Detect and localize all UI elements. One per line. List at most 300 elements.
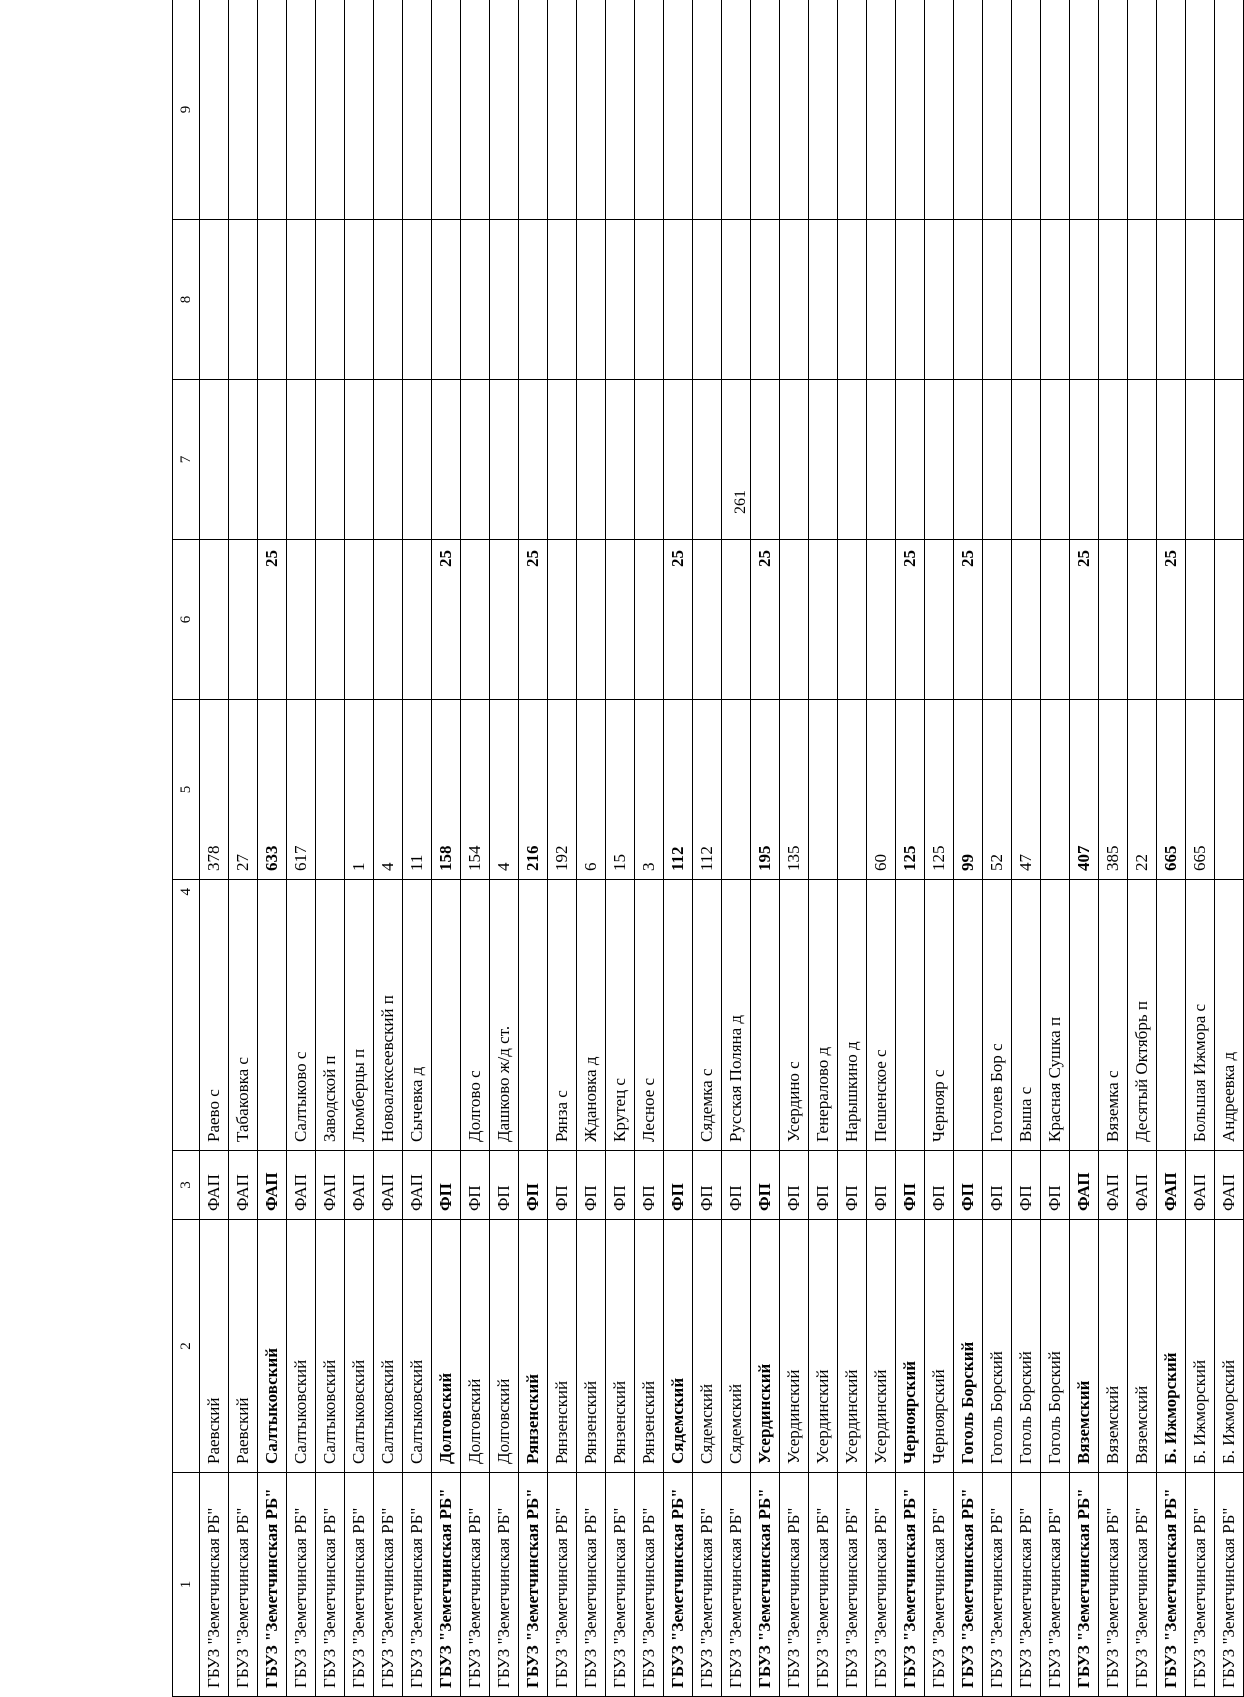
value-cell	[316, 540, 345, 700]
table-row	[896, 0, 925, 1697]
population-cell: 407	[1070, 700, 1099, 880]
col8-cell	[1012, 220, 1041, 380]
col9-cell	[867, 0, 896, 220]
col7-cell	[1012, 380, 1041, 540]
population-cell: 378	[200, 700, 229, 880]
value-cell	[925, 540, 954, 700]
unit-cell: Гоголь Борский	[1012, 1220, 1041, 1473]
header-cell: 2	[173, 1220, 200, 1473]
unit-cell: Усердинский	[809, 1220, 838, 1473]
col8-cell	[490, 220, 519, 380]
institution-cell: ГБУЗ "Земетчинская РБ"	[635, 1473, 664, 1697]
institution-cell: ГБУЗ "Земетчинская РБ"	[606, 1473, 635, 1697]
col8-cell	[200, 220, 229, 380]
col8-cell	[1128, 220, 1157, 380]
data-table	[172, 0, 1244, 1697]
col8-cell	[316, 220, 345, 380]
col7-cell	[925, 380, 954, 540]
table-row	[1215, 0, 1244, 1697]
type-cell: ФП	[722, 1151, 751, 1220]
col9-cell	[722, 0, 751, 220]
header-cell: 5	[173, 700, 200, 880]
col9-cell	[577, 0, 606, 220]
unit-cell: Долговский	[490, 1220, 519, 1473]
institution-cell: ГБУЗ "Земетчинская РБ"	[1186, 1473, 1215, 1697]
institution-cell: ГБУЗ "Земетчинская РБ"	[664, 1473, 693, 1697]
unit-cell: Рянзенский	[635, 1220, 664, 1473]
col8-cell	[606, 220, 635, 380]
col7-cell	[606, 380, 635, 540]
population-cell: 11	[403, 700, 432, 880]
table-row	[229, 0, 258, 1697]
settlement-cell	[1070, 880, 1099, 1151]
col7-cell	[1128, 380, 1157, 540]
institution-cell: ГБУЗ "Земетчинская РБ"	[316, 1473, 345, 1697]
col7-cell	[1157, 380, 1186, 540]
unit-cell: Б. Ижморский	[1157, 1220, 1186, 1473]
value-cell: 25	[519, 540, 548, 700]
value-cell	[403, 540, 432, 700]
population-cell: 125	[925, 700, 954, 880]
col7-cell	[664, 380, 693, 540]
col9-cell	[606, 0, 635, 220]
col8-cell	[1070, 220, 1099, 380]
type-cell: ФАП	[1070, 1151, 1099, 1220]
value-cell	[635, 540, 664, 700]
table-row	[954, 0, 983, 1697]
type-cell: ФП	[1012, 1151, 1041, 1220]
institution-cell: ГБУЗ "Земетчинская РБ"	[722, 1473, 751, 1697]
type-cell: ФАП	[287, 1151, 316, 1220]
table-row	[664, 0, 693, 1697]
col7-cell	[635, 380, 664, 540]
settlement-cell: Рянза с	[548, 880, 577, 1151]
col7-cell	[1070, 380, 1099, 540]
table-row	[432, 0, 461, 1697]
unit-cell: Черноярский	[925, 1220, 954, 1473]
col9-cell	[809, 0, 838, 220]
col9-cell	[548, 0, 577, 220]
col8-cell	[1215, 220, 1244, 380]
col9-cell	[925, 0, 954, 220]
col8-cell	[548, 220, 577, 380]
settlement-cell	[896, 880, 925, 1151]
type-cell: ФП	[983, 1151, 1012, 1220]
settlement-cell: Долгово с	[461, 880, 490, 1151]
col7-cell	[693, 380, 722, 540]
type-cell: ФП	[519, 1151, 548, 1220]
col9-cell	[1070, 0, 1099, 220]
type-cell: ФАП	[316, 1151, 345, 1220]
value-cell	[693, 540, 722, 700]
type-cell: ФП	[635, 1151, 664, 1220]
settlement-cell: Салтыково с	[287, 880, 316, 1151]
population-cell: 192	[548, 700, 577, 880]
institution-cell: ГБУЗ "Земетчинская РБ"	[838, 1473, 867, 1697]
col9-cell	[896, 0, 925, 220]
population-cell: 99	[954, 700, 983, 880]
settlement-cell	[519, 880, 548, 1151]
col9-cell	[258, 0, 287, 220]
type-cell: ФАП	[229, 1151, 258, 1220]
type-cell: ФАП	[1099, 1151, 1128, 1220]
table-row	[983, 0, 1012, 1697]
table-row	[1070, 0, 1099, 1697]
type-cell: ФП	[780, 1151, 809, 1220]
settlement-cell: Табаковка с	[229, 880, 258, 1151]
value-cell	[867, 540, 896, 700]
institution-cell: ГБУЗ "Земетчинская РБ"	[867, 1473, 896, 1697]
value-cell	[1215, 540, 1244, 700]
population-cell: 3	[635, 700, 664, 880]
value-cell	[287, 540, 316, 700]
value-cell	[577, 540, 606, 700]
col9-cell	[983, 0, 1012, 220]
col8-cell	[461, 220, 490, 380]
col8-cell	[345, 220, 374, 380]
col7-cell	[519, 380, 548, 540]
col7-cell	[287, 380, 316, 540]
type-cell: ФАП	[1186, 1151, 1215, 1220]
table-row	[751, 0, 780, 1697]
col9-cell	[1186, 0, 1215, 220]
type-cell: ФАП	[258, 1151, 287, 1220]
settlement-cell: Андреевка д	[1215, 880, 1244, 1151]
col7-cell	[1186, 380, 1215, 540]
col7-cell	[461, 380, 490, 540]
table-row	[1186, 0, 1215, 1697]
col9-cell	[229, 0, 258, 220]
table-row	[461, 0, 490, 1697]
value-cell: 25	[751, 540, 780, 700]
col9-cell	[838, 0, 867, 220]
population-cell: 216	[519, 700, 548, 880]
population-cell: 52	[983, 700, 1012, 880]
col7-cell	[1041, 380, 1070, 540]
settlement-cell: Гоголев Бор с	[983, 880, 1012, 1151]
population-cell: 4	[490, 700, 519, 880]
settlement-cell: Генералово д	[809, 880, 838, 1151]
unit-cell: Гоголь Борский	[983, 1220, 1012, 1473]
type-cell: ФП	[548, 1151, 577, 1220]
unit-cell: Салтыковский	[258, 1220, 287, 1473]
unit-cell: Черноярский	[896, 1220, 925, 1473]
header-cell: 6	[173, 540, 200, 700]
col9-cell	[1099, 0, 1128, 220]
col8-cell	[809, 220, 838, 380]
institution-cell: ГБУЗ "Земетчинская РБ"	[925, 1473, 954, 1697]
population-cell	[722, 700, 751, 880]
institution-cell: ГБУЗ "Земетчинская РБ"	[432, 1473, 461, 1697]
header-row	[173, 0, 200, 1697]
type-cell: ФП	[432, 1151, 461, 1220]
col8-cell	[519, 220, 548, 380]
table-row	[809, 0, 838, 1697]
type-cell: ФАП	[1215, 1151, 1244, 1220]
value-cell	[345, 540, 374, 700]
unit-cell: Вяземский	[1099, 1220, 1128, 1473]
unit-cell: Раевский	[200, 1220, 229, 1473]
population-cell: 633	[258, 700, 287, 880]
value-cell	[780, 540, 809, 700]
settlement-cell: Усердино с	[780, 880, 809, 1151]
col8-cell	[780, 220, 809, 380]
table-row	[519, 0, 548, 1697]
col8-cell	[229, 220, 258, 380]
settlement-cell: Заводской п	[316, 880, 345, 1151]
unit-cell: Долговский	[432, 1220, 461, 1473]
col9-cell	[1041, 0, 1070, 220]
value-cell	[722, 540, 751, 700]
value-cell	[809, 540, 838, 700]
population-cell	[1215, 700, 1244, 880]
institution-cell: ГБУЗ "Земетчинская РБ"	[1099, 1473, 1128, 1697]
col7-cell	[374, 380, 403, 540]
col8-cell	[664, 220, 693, 380]
population-cell: 158	[432, 700, 461, 880]
unit-cell: Салтыковский	[403, 1220, 432, 1473]
table-row	[925, 0, 954, 1697]
settlement-cell: Чернояр с	[925, 880, 954, 1151]
type-cell: ФП	[809, 1151, 838, 1220]
type-cell: ФП	[577, 1151, 606, 1220]
unit-cell: Сядемский	[664, 1220, 693, 1473]
value-cell: 25	[664, 540, 693, 700]
unit-cell: Салтыковский	[374, 1220, 403, 1473]
value-cell	[1128, 540, 1157, 700]
table-row	[548, 0, 577, 1697]
col7-cell	[983, 380, 1012, 540]
col8-cell	[1041, 220, 1070, 380]
table-row	[722, 0, 751, 1697]
header-cell: 3	[173, 1151, 200, 1220]
unit-cell: Усердинский	[780, 1220, 809, 1473]
institution-cell: ГБУЗ "Земетчинская РБ"	[954, 1473, 983, 1697]
type-cell: ФП	[954, 1151, 983, 1220]
value-cell	[1012, 540, 1041, 700]
value-cell	[490, 540, 519, 700]
institution-cell: ГБУЗ "Земетчинская РБ"	[693, 1473, 722, 1697]
col8-cell	[983, 220, 1012, 380]
unit-cell: Салтыковский	[287, 1220, 316, 1473]
col7-cell	[432, 380, 461, 540]
table-row	[867, 0, 896, 1697]
unit-cell: Рянзенский	[577, 1220, 606, 1473]
value-cell	[606, 540, 635, 700]
institution-cell: ГБУЗ "Земетчинская РБ"	[1215, 1473, 1244, 1697]
value-cell	[1186, 540, 1215, 700]
institution-cell: ГБУЗ "Земетчинская РБ"	[374, 1473, 403, 1697]
col8-cell	[577, 220, 606, 380]
institution-cell: ГБУЗ "Земетчинская РБ"	[780, 1473, 809, 1697]
type-cell: ФП	[664, 1151, 693, 1220]
settlement-cell	[954, 880, 983, 1151]
unit-cell: Рянзенский	[519, 1220, 548, 1473]
unit-cell: Гоголь Борский	[954, 1220, 983, 1473]
unit-cell: Усердинский	[867, 1220, 896, 1473]
population-cell: 112	[693, 700, 722, 880]
population-cell: 47	[1012, 700, 1041, 880]
settlement-cell: Выша с	[1012, 880, 1041, 1151]
col9-cell	[461, 0, 490, 220]
unit-cell: Усердинский	[751, 1220, 780, 1473]
header-cell: 4	[173, 880, 200, 1151]
type-cell: ФП	[1041, 1151, 1070, 1220]
unit-cell: Рянзенский	[548, 1220, 577, 1473]
col7-cell	[258, 380, 287, 540]
population-cell: 665	[1157, 700, 1186, 880]
col7-cell	[838, 380, 867, 540]
settlement-cell: Люмберцы п	[345, 880, 374, 1151]
type-cell: ФП	[896, 1151, 925, 1220]
table-row	[316, 0, 345, 1697]
header-cell: 8	[173, 220, 200, 380]
unit-cell: Б. Ижморский	[1186, 1220, 1215, 1473]
col8-cell	[751, 220, 780, 380]
type-cell: ФП	[925, 1151, 954, 1220]
type-cell: ФП	[693, 1151, 722, 1220]
col8-cell	[258, 220, 287, 380]
institution-cell: ГБУЗ "Земетчинская РБ"	[1070, 1473, 1099, 1697]
institution-cell: ГБУЗ "Земетчинская РБ"	[200, 1473, 229, 1697]
institution-cell: ГБУЗ "Земетчинская РБ"	[345, 1473, 374, 1697]
unit-cell: Рянзенский	[606, 1220, 635, 1473]
unit-cell: Вяземский	[1128, 1220, 1157, 1473]
col9-cell	[287, 0, 316, 220]
value-cell: 25	[896, 540, 925, 700]
col9-cell	[1157, 0, 1186, 220]
population-cell: 154	[461, 700, 490, 880]
table-row	[403, 0, 432, 1697]
col8-cell	[635, 220, 664, 380]
population-cell: 135	[780, 700, 809, 880]
col8-cell	[838, 220, 867, 380]
institution-cell: ГБУЗ "Земетчинская РБ"	[229, 1473, 258, 1697]
header-cell: 9	[173, 0, 200, 220]
col7-cell	[1215, 380, 1244, 540]
col8-cell	[693, 220, 722, 380]
settlement-cell	[751, 880, 780, 1151]
population-cell	[316, 700, 345, 880]
col7-cell	[200, 380, 229, 540]
type-cell: ФП	[606, 1151, 635, 1220]
table-row	[287, 0, 316, 1697]
page-number: 261	[732, 490, 749, 514]
value-cell: 25	[258, 540, 287, 700]
institution-cell: ГБУЗ "Земетчинская РБ"	[403, 1473, 432, 1697]
population-cell	[838, 700, 867, 880]
col8-cell	[374, 220, 403, 380]
unit-cell: Раевский	[229, 1220, 258, 1473]
col9-cell	[635, 0, 664, 220]
institution-cell: ГБУЗ "Земетчинская РБ"	[287, 1473, 316, 1697]
col9-cell	[954, 0, 983, 220]
header-cell: 1	[173, 1473, 200, 1697]
population-cell	[1041, 700, 1070, 880]
col7-cell	[345, 380, 374, 540]
col8-cell	[1186, 220, 1215, 380]
col9-cell	[200, 0, 229, 220]
table-row	[635, 0, 664, 1697]
population-cell: 1	[345, 700, 374, 880]
settlement-cell: Лесное с	[635, 880, 664, 1151]
institution-cell: ГБУЗ "Земетчинская РБ"	[577, 1473, 606, 1697]
type-cell: ФП	[461, 1151, 490, 1220]
table-row	[374, 0, 403, 1697]
col9-cell	[1012, 0, 1041, 220]
col7-cell	[867, 380, 896, 540]
col9-cell	[432, 0, 461, 220]
type-cell: ФАП	[345, 1151, 374, 1220]
col7-cell	[403, 380, 432, 540]
table-row	[838, 0, 867, 1697]
settlement-cell: Крутец с	[606, 880, 635, 1151]
table-row	[693, 0, 722, 1697]
col8-cell	[403, 220, 432, 380]
population-cell: 665	[1186, 700, 1215, 880]
col7-cell	[780, 380, 809, 540]
value-cell	[548, 540, 577, 700]
col8-cell	[867, 220, 896, 380]
institution-cell: ГБУЗ "Земетчинская РБ"	[258, 1473, 287, 1697]
institution-cell: ГБУЗ "Земетчинская РБ"	[519, 1473, 548, 1697]
population-cell: 4	[374, 700, 403, 880]
settlement-cell: Большая Ижмора с	[1186, 880, 1215, 1151]
value-cell: 25	[954, 540, 983, 700]
settlement-cell	[258, 880, 287, 1151]
settlement-cell: Новоалексеевский п	[374, 880, 403, 1151]
settlement-cell: Русская Поляна д	[722, 880, 751, 1151]
col8-cell	[925, 220, 954, 380]
col7-cell	[809, 380, 838, 540]
col9-cell	[490, 0, 519, 220]
population-cell: 385	[1099, 700, 1128, 880]
type-cell: ФАП	[374, 1151, 403, 1220]
settlement-cell: Пешенское с	[867, 880, 896, 1151]
value-cell	[200, 540, 229, 700]
col8-cell	[954, 220, 983, 380]
institution-cell: ГБУЗ "Земетчинская РБ"	[896, 1473, 925, 1697]
settlement-cell: Вяземка с	[1099, 880, 1128, 1151]
population-cell: 15	[606, 700, 635, 880]
table-row	[1128, 0, 1157, 1697]
unit-cell: Б. Ижморский	[1215, 1220, 1244, 1473]
table-row	[345, 0, 374, 1697]
settlement-cell: Красная Сушка п	[1041, 880, 1070, 1151]
unit-cell: Сядемский	[693, 1220, 722, 1473]
col9-cell	[1215, 0, 1244, 220]
value-cell	[983, 540, 1012, 700]
col7-cell	[316, 380, 345, 540]
col7-cell	[577, 380, 606, 540]
population-cell	[809, 700, 838, 880]
population-cell: 112	[664, 700, 693, 880]
col9-cell	[374, 0, 403, 220]
settlement-cell	[1157, 880, 1186, 1151]
settlement-cell: Ждановка д	[577, 880, 606, 1151]
population-cell: 22	[1128, 700, 1157, 880]
value-cell	[229, 540, 258, 700]
settlement-cell: Сядемка с	[693, 880, 722, 1151]
value-cell	[1099, 540, 1128, 700]
settlement-cell: Дашково ж/д ст.	[490, 880, 519, 1151]
type-cell: ФАП	[200, 1151, 229, 1220]
institution-cell: ГБУЗ "Земетчинская РБ"	[1012, 1473, 1041, 1697]
population-cell: 27	[229, 700, 258, 880]
value-cell: 25	[1157, 540, 1186, 700]
institution-cell: ГБУЗ "Земетчинская РБ"	[1157, 1473, 1186, 1697]
type-cell: ФП	[867, 1151, 896, 1220]
